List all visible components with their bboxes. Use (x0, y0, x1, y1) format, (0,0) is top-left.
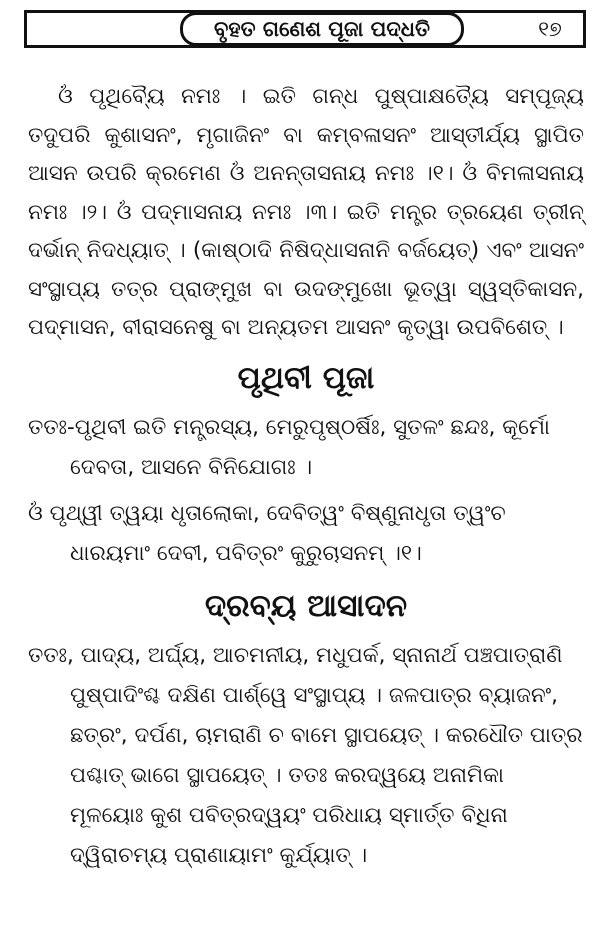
section-title-prithvi-puja: ପୃଥିବୀ ପୂଜା (237, 359, 375, 396)
page-content (28, 78, 584, 878)
section-title-dravya-asadana: ଦ୍ରବ୍ୟ ଆସାଦନ (204, 587, 408, 624)
dravya-paragraph: ତତଃ, ପାଦ୍ୟ, ଅର୍ଘ୍ୟ, ଆଚମନୀୟ, ମଧୁପର୍କ, ସ୍ନାନାର୍ଥ ପଞ୍ଚପାତ୍ରାଣି ପୁଷ୍ପାଦିଂଶ୍ଚ ଦକ୍ଷିଣ ପାର୍ଶ୍ୱେ ସଂସ୍ଥାପ୍ୟ । ଜଳପାତ୍ର ବ୍ୟାଜନଂ, ଛତ୍ରଂ, ଦର୍ପଣ, ଚାମରାଣି ଚ ବାମେ ସ୍ଥାପୟେତ୍ । କରଧୌତ ପାତ୍ର ପଶ୍ଚାତ୍ ଭାଗେ ସ୍ଥାପୟେତ୍ । ତତଃ କରଦ୍ୱୟେ ଅନାମିକା ମୂଳୟୋଃ କୁଶ ପବିତ୍ରଦ୍ୱୟଂ ପରିଧାୟ ସ୍ମାର୍ତ୍ତ ବିଧିନା ଦ୍ୱିରାଚମ୍ୟ ପ୍ରାଣାୟାମଂ କୁର୍ଯ୍ୟାତ୍ । (28, 642, 583, 868)
page-number: ୧୭ (538, 17, 562, 41)
book-title: ବୃହତ ଗଣେଶ ପୂଜା ପଦ୍ଧତି (180, 12, 464, 46)
intro-paragraph: ଓଁ ପୃଥିବ୍ୟୈ ନମଃ । ଇତି ଗନ୍ଧ ପୁଷ୍ପାକ୍ଷତ୍ୟୈ ସମ୍ପୂଜ୍ୟ ତଦୁପରି କୁଶାସନଂ, ମୃଗାଜିନଂ ବା କମ୍ବଳାସନଂ ଆସ୍ତୀର୍ଯ୍ୟ ସ୍ଥାପିତ ଆସନ ଉପରି କ୍ରମେଣ ଓଁ ଅନନ୍ତାସନାୟ ନମଃ ।୧। ଓଁ ବିମଳାସନାୟ ନମଃ ।୨। ଓଁ ପଦ୍ମାସନାୟ ନମଃ ।୩। ଇତି ମନ୍ତ୍ର ତ୍ରୟେଣ ତ୍ରୀନ୍ ଦର୍ଭାନ୍ ନିଦଧ୍ୟାତ୍ । (କାଷ୍ଠାଦି ନିଷିଦ୍ଧାସନାନି ବର୍ଜୟେତ୍) ଏବଂ ଆସନଂ ସଂସ୍ଥାପ୍ୟ ତତ୍ର ପ୍ରାଙ୍‌ମୁଖ ବା ଉଦଙ୍‌ମୁଖୋ ଭୂତ୍ୱା ସ୍ୱସ୍ତିକାସନ, ପଦ୍ମାସନ, ବୀରାସନେଷୁ ବା ଅନ୍ୟତମ ଆସନଂ କୃତ୍ୱା ଉପବିଶେତ୍ । (28, 84, 584, 340)
prithvi-mantra: ଓଁ ପୃଥ୍ୱୀ ତ୍ୱୟା ଧୃତାଲୋକା, ଦେବିତ୍ୱଂ ବିଷ୍ଣୁନାଧୃତା ତ୍ୱଂଚ ଧାରୟମାଂ ଦେବୀ, ପବିତ୍ରଂ କୁରୁଚାସନମ୍ ।୧। (28, 500, 506, 566)
viniyoga-paragraph: ତତଃ-ପୃଥିବୀ ଇତି ମନ୍ତ୍ରସ୍ୟ, ମେରୁପୃଷ୍ଠର୍ଷିଃ, ସୁତଳଂ ଛନ୍ଦଃ, କୂର୍ମୋ ଦେବତା, ଆସନେ ବିନିଯୋଗଃ । (28, 414, 550, 480)
